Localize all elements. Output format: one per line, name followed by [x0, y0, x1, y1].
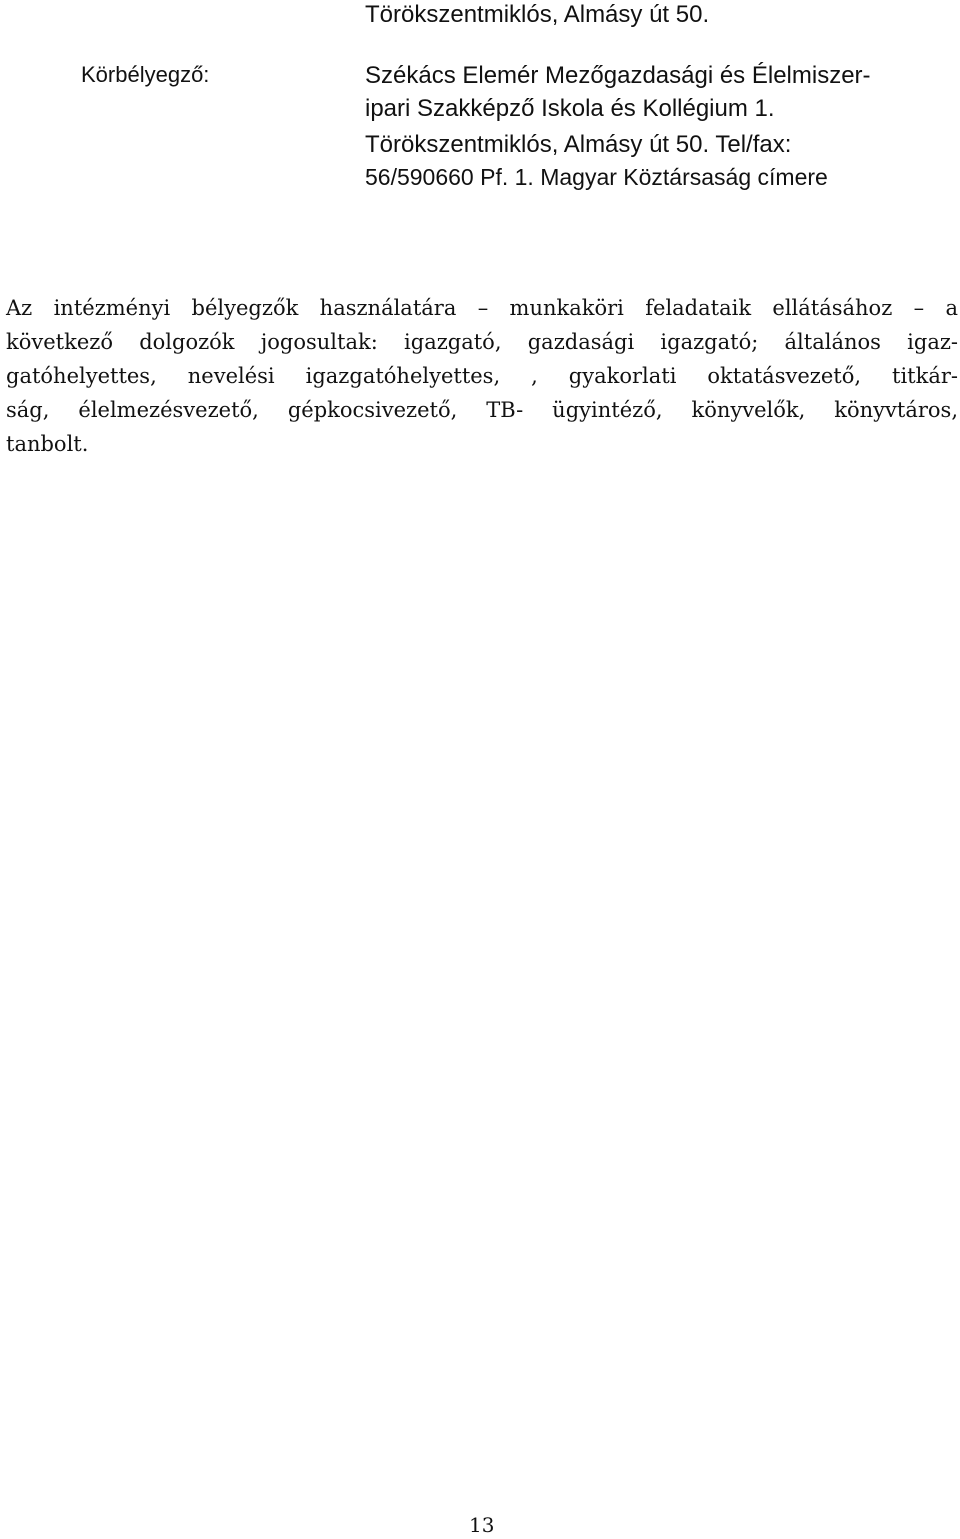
paragraph-line: tanbolt.	[6, 432, 89, 456]
stamp-text-line: 56/590660 Pf. 1. Magyar Köztársaság címere	[365, 164, 828, 190]
paragraph-line: ság, élelmezésvezető, gépkocsivezető, TB- ügyintéző, könyvelők, könyvtáros,	[6, 398, 958, 422]
paragraph-line: gatóhelyettes, nevelési igazgatóhelyettes, , gyakorlati oktatásvezető, titkár-	[6, 364, 958, 388]
stamp-text-line: Törökszentmiklós, Almásy út 50. Tel/fax:	[365, 131, 792, 158]
paragraph-line: Az intézményi bélyegzők használatára – munkaköri feladataik ellátásához – a	[6, 296, 958, 320]
stamp-text-line: Székács Elemér Mezőgazdasági és Élelmiszer-	[365, 62, 871, 89]
authorization-paragraph	[6, 291, 958, 461]
stamp-text-line: ipari Szakképző Iskola és Kollégium 1.	[365, 95, 775, 122]
paragraph-line: következő dolgozók jogosultak: igazgató, gazdasági igazgató; általános igaz-	[6, 330, 958, 354]
stamp-label: Körbélyegző:	[81, 62, 210, 87]
header-address-line: Törökszentmiklós, Almásy út 50.	[365, 1, 710, 28]
page-number: 13	[469, 1513, 495, 1537]
